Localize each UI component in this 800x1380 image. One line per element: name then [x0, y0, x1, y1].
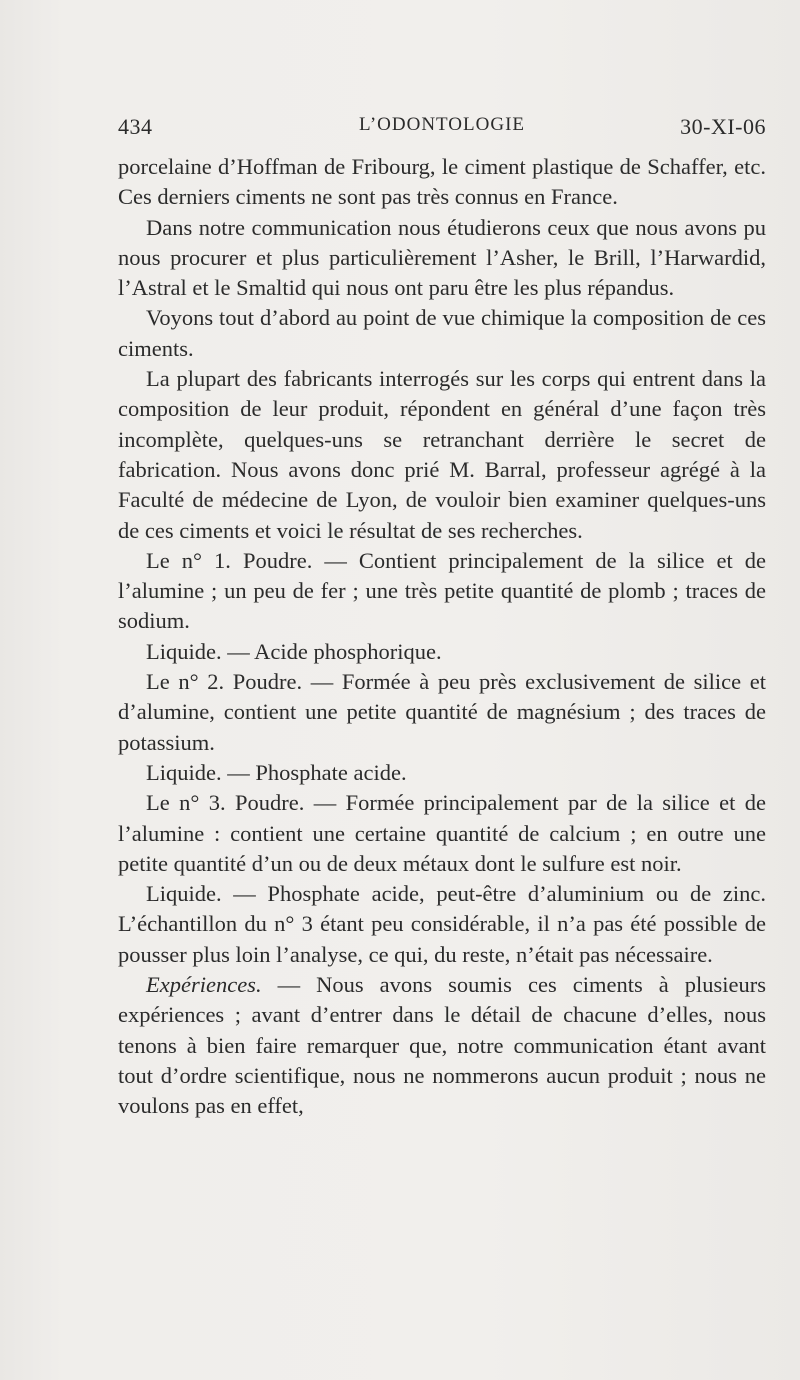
paragraph: Le n° 2. Poudre. — Formée à peu près exclusivement de silice et d’alumine, contient une petite quantité de magnésium ; des traces de potassium. [118, 669, 766, 755]
paragraph: Le n° 1. Poudre. — Contient principalement de la silice et de l’alumine ; un peu de fer ; une très petite quantité de plomb ; traces de sodium. [118, 547, 766, 634]
issue-date: 30-XI-06 [680, 114, 766, 139]
paragraph: La plupart des fabricants interrogés sur les corps qui entrent dans la composition de leur produit, répondent en général d’une façon très incomplète, quelques-uns se retranchant derrière le secret de fabrication. Nous avons donc prié M. Barral, professeur agrégé à la Faculté de médecine de Lyon, de vouloir bien examiner quelques-uns de ces ciments et voici le résultat de ses recherches. [118, 366, 766, 543]
paragraph: Liquide. — Phosphate acide. [146, 759, 407, 785]
paragraph: Le n° 3. Poudre. — Formée principalement par de la silice et de l’alumine : contient une certaine quantité de calcium ; en outre une petite quantité d’un ou de deux métaux dont le sulfure est noir. [118, 790, 766, 876]
paragraph-text: — Nous avons soumis ces ciments à plusieurs expériences ; avant d’entrer dans le détail de chacune d’elles, nous tenons à bien faire remarquer que, notre communication étant avant tout d’ordre scientifique, nous ne nommerons aucun produit ; nous ne voulons pas en effet, [118, 972, 766, 1119]
running-header [118, 114, 766, 144]
paragraph: Liquide. — Acide phosphorique. [146, 638, 442, 664]
paragraph: Voyons tout d’abord au point de vue chimique la composition de ces ciments. [118, 305, 766, 361]
paragraph-experiences [118, 970, 766, 1121]
journal-title: L’ODONTOLOGIE [358, 114, 526, 135]
page-number: 434 [118, 114, 153, 139]
article-body [118, 152, 766, 1122]
paragraph: Liquide. — Phosphate acide, peut-être d’aluminium ou de zinc. L’échantillon du n° 3 étant peu considérable, il n’a pas été possible de pousser plus loin l’analyse, ce qui, du reste, n’était pas nécessaire. [118, 881, 766, 967]
paragraph: porcelaine d’Hoffman de Fribourg, le ciment plastique de Schaffer, etc. Ces derniers ciments ne sont pas très connus en France. [118, 154, 766, 210]
paragraph: Dans notre communication nous étudierons ceux que nous avons pu nous procurer et plus particulièrement l’Asher, le Brill, l’Harwardid, l’Astral et le Smaltid qui nous ont paru être les plus répandus. [118, 214, 766, 301]
section-lead: Expériences. [146, 972, 262, 998]
